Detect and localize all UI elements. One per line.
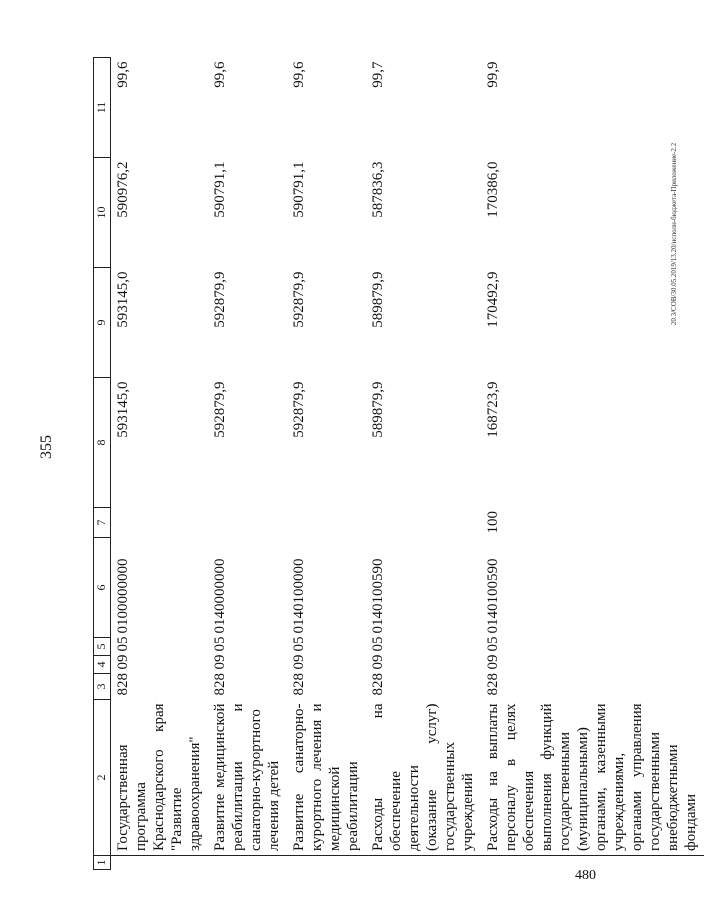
table-row [111, 58, 209, 870]
cell-target-code: 0100000000 [115, 558, 131, 634]
table-row [208, 58, 287, 870]
empty-cell [481, 856, 704, 870]
cell-value: 590791,1 [291, 161, 307, 218]
cell-subsection: 05 [291, 636, 307, 652]
cell-percent: 99,6 [291, 61, 307, 88]
cell-section: 09 [485, 654, 501, 670]
file-path-footer: 20.3/СОВ/30.05.2019/13.20/исполн-бюджета-Приложение-2.2 [670, 142, 679, 326]
cell-subsection: 05 [115, 636, 131, 652]
cell-value: 170492,9 [485, 271, 501, 328]
cell-value: 590976,2 [115, 161, 131, 218]
cell-expense-type [287, 508, 366, 538]
cell-ministry: 828 [291, 673, 307, 696]
cell-target-code: 0140100000 [291, 558, 307, 634]
cell-value: 589879,9 [370, 271, 386, 328]
cell-value: 592879,9 [291, 271, 307, 328]
header-cell: 4 [94, 656, 111, 674]
cell-subsection: 05 [212, 636, 228, 652]
row-name: Развитие медицинской реабилитации и санаторно-курортного лечения детей [212, 703, 282, 851]
empty-cell [287, 856, 366, 870]
cell-value: 592879,9 [212, 381, 228, 438]
cell-subsection: 05 [485, 636, 501, 652]
bottom-page-number: 480 [575, 868, 596, 883]
page-number: 355 [38, 435, 55, 459]
cell-target-code: 0140000000 [212, 558, 228, 634]
cell-section: 09 [212, 654, 228, 670]
cell-value: 589879,9 [370, 381, 386, 438]
header-cell: 5 [94, 638, 111, 656]
cell-percent: 99,6 [212, 61, 228, 88]
header-cell: 10 [94, 158, 111, 268]
table-row [481, 58, 704, 870]
header-cell: 8 [94, 378, 111, 508]
cell-expense-type: 100 [485, 511, 501, 534]
cell-value: 168723,9 [485, 381, 501, 438]
cell-value: 593145,0 [115, 271, 131, 328]
header-cell: 1 [94, 856, 111, 870]
cell-section: 09 [291, 654, 307, 670]
header-cell: 3 [94, 674, 111, 700]
cell-section: 09 [370, 654, 386, 670]
header-cell: 6 [94, 538, 111, 638]
cell-target-code: 0140100590 [370, 558, 386, 634]
cell-value: 170386,0 [485, 161, 501, 218]
row-name: Государственная программа Краснодарского края "Развитие здравоохранения" [115, 703, 203, 851]
cell-value: 593145,0 [115, 381, 131, 438]
table-row [366, 58, 481, 870]
budget-table [93, 57, 704, 870]
cell-percent: 99,7 [370, 61, 386, 88]
row-name: Развитие санаторно-курортного лечения и медицинской реабилитации [291, 703, 361, 851]
cell-expense-type [366, 508, 481, 538]
empty-cell [111, 856, 209, 870]
empty-cell [366, 856, 481, 870]
cell-subsection: 05 [370, 636, 386, 652]
cell-ministry: 828 [485, 673, 501, 696]
header-cell: 9 [94, 268, 111, 378]
cell-expense-type [208, 508, 287, 538]
header-row [94, 58, 111, 870]
cell-ministry: 828 [212, 673, 228, 696]
header-cell: 11 [94, 58, 111, 158]
empty-cell [208, 856, 287, 870]
row-name: Расходы на выплаты персоналу в целях обеспечения выполнения функций государственными (муниципальными) органами, казенными учреждениями, органами управления государственными внебюджетными фондами [485, 703, 699, 851]
cell-percent: 99,9 [485, 61, 501, 88]
table-row [287, 58, 366, 870]
cell-value: 587836,3 [370, 161, 386, 218]
row-name: Расходы на обеспечение деятельности (оказание услуг) государственных учреждений [370, 703, 476, 851]
cell-value: 592879,9 [291, 381, 307, 438]
cell-percent: 99,6 [115, 61, 131, 88]
cell-value: 590791,1 [212, 161, 228, 218]
cell-target-code: 0140100590 [485, 558, 501, 634]
cell-expense-type [111, 508, 209, 538]
cell-ministry: 828 [115, 673, 131, 696]
header-cell: 2 [94, 700, 111, 856]
header-cell: 7 [94, 508, 111, 538]
cell-section: 09 [115, 654, 131, 670]
cell-value: 592879,9 [212, 271, 228, 328]
cell-ministry: 828 [370, 673, 386, 696]
